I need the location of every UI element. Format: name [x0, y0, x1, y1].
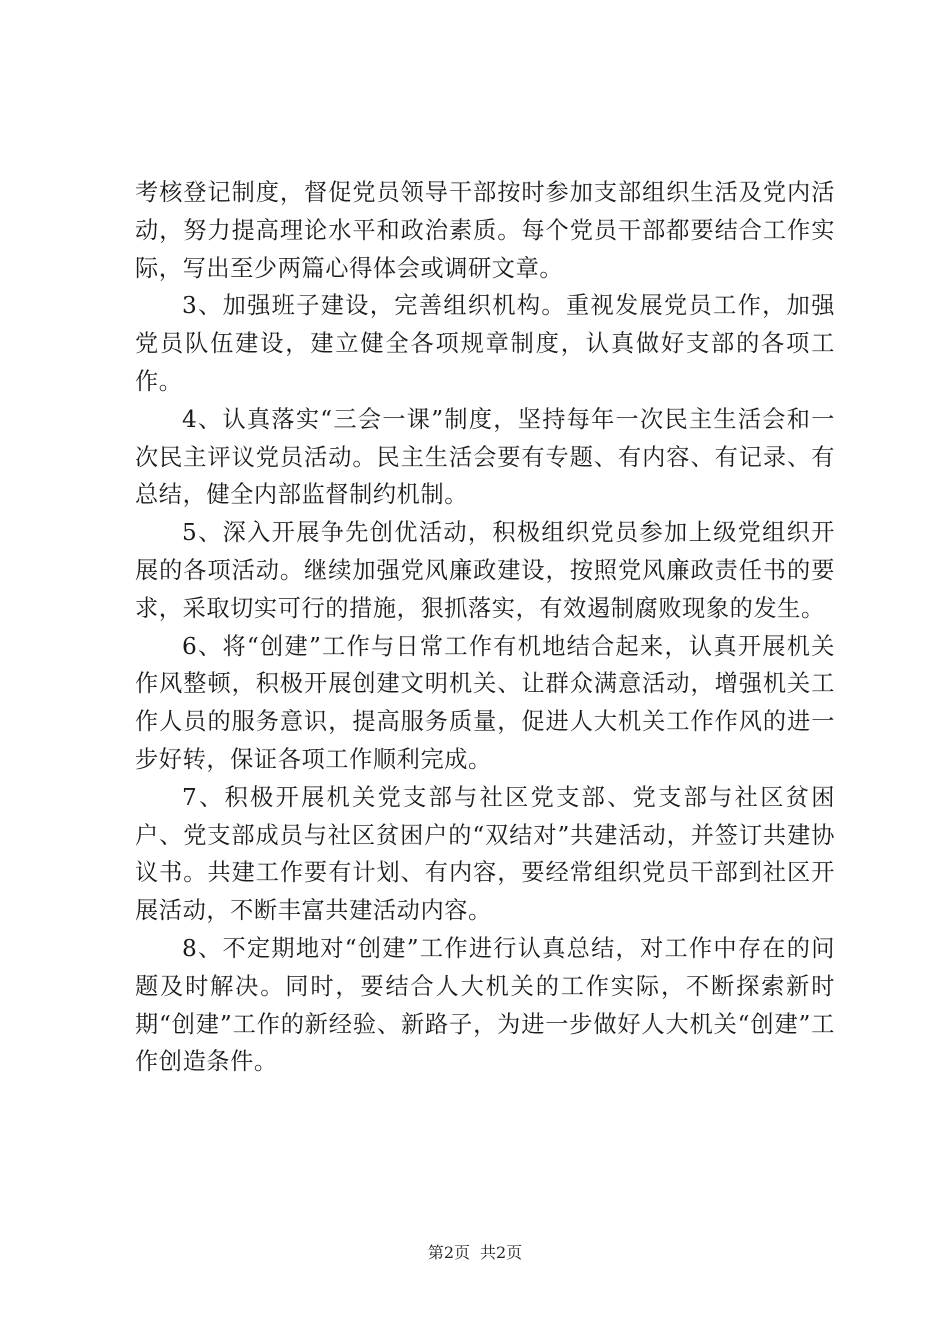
page-number-total: 共2页 — [480, 1243, 523, 1262]
paragraph-item-5: 5、深入开展争先创优活动，积极组织党员参加上级党组织开展的各项活动。继续加强党风廉政建设，按照党风廉政责任书的要求，采取切实可行的措施，狠抓落实，有效遏制腐败现象的发生。 — [135, 519, 835, 622]
paragraph-item-8: 8、不定期地对“创建”工作进行认真总结，对工作中存在的问题及时解决。同时，要结合人大机关的工作实际，不断探索新时期“创建”工作的新经验、新路子，为进一步做好人大机关“创建”工作创造条件。 — [135, 934, 835, 1076]
page-footer — [0, 1242, 950, 1264]
page-number-current: 第2页 — [427, 1243, 470, 1262]
document-body — [135, 174, 835, 1081]
paragraph-item-7: 7、积极开展机关党支部与社区党支部、党支部与社区贫困户、党支部成员与社区贫困户的“双结对”共建活动，并签订共建协议书。共建工作要有计划、有内容，要经常组织党员干部到社区开展活动，不断丰富共建活动内容。 — [135, 783, 835, 925]
paragraph-continuation: 考核登记制度，督促党员领导干部按时参加支部组织生活及党内活动，努力提高理论水平和政治素质。每个党员干部都要结合工作实际，写出至少两篇心得体会或调研文章。 — [135, 179, 835, 282]
paragraph-item-4: 4、认真落实“三会一课”制度，坚持每年一次民主生活会和一次民主评议党员活动。民主生活会要有专题、有内容、有记录、有总结，健全内部监督制约机制。 — [135, 405, 835, 509]
paragraph-item-6: 6、将“创建”工作与日常工作有机地结合起来，认真开展机关作风整顿，积极开展创建文明机关、让群众满意活动，增强机关工作人员的服务意识，提高服务质量，促进人大机关工作作风的进一步好转，保证各项工作顺利完成。 — [135, 632, 835, 773]
paragraph-item-3: 3、加强班子建设，完善组织机构。重视发展党员工作，加强党员队伍建设，建立健全各项规章制度，认真做好支部的各项工作。 — [135, 292, 835, 395]
